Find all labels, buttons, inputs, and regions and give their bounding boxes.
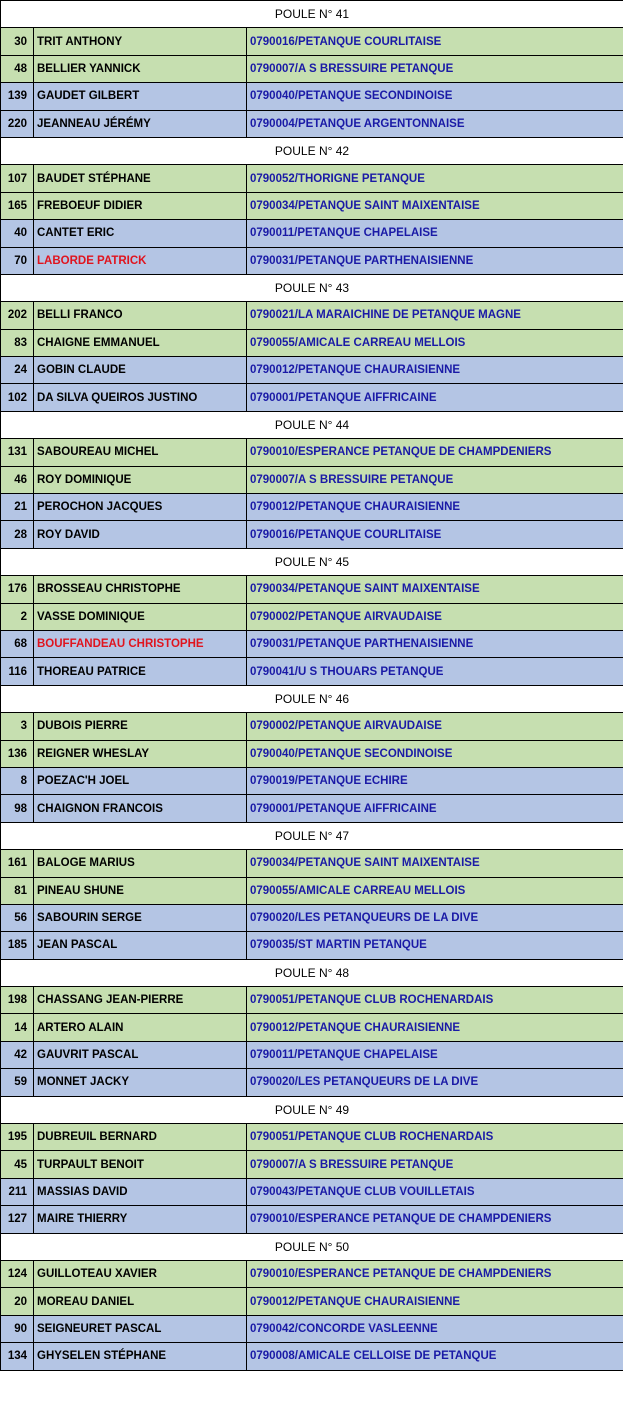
player-name: BALOGE MARIUS: [34, 850, 247, 877]
poule-title: POULE N° 45: [1, 548, 623, 575]
poule-title: POULE N° 48: [1, 959, 623, 986]
poule-title: POULE N° 44: [1, 411, 623, 438]
player-name: GAUVRIT PASCAL: [34, 1041, 247, 1068]
player-name: GHYSELEN STÉPHANE: [34, 1343, 247, 1370]
player-name: GOBIN CLAUDE: [34, 357, 247, 384]
player-club: 0790010/ESPERANCE PETANQUE DE CHAMPDENIERS: [247, 439, 623, 466]
player-number: 56: [1, 904, 34, 931]
player-name: SABOURIN SERGE: [34, 904, 247, 931]
player-row: [1, 329, 623, 356]
player-club: 0790040/PETANQUE SECONDINOISE: [247, 740, 623, 767]
player-club: 0790055/AMICALE CARREAU MELLOIS: [247, 877, 623, 904]
player-club: 0790035/ST MARTIN PETANQUE: [247, 932, 623, 959]
player-row: [1, 302, 623, 329]
player-number: 46: [1, 466, 34, 493]
player-number: 8: [1, 767, 34, 794]
player-club: 0790020/LES PETANQUEURS DE LA DIVE: [247, 1069, 623, 1096]
player-club: 0790016/PETANQUE COURLITAISE: [247, 28, 623, 55]
player-name: DA SILVA QUEIROS JUSTINO: [34, 384, 247, 411]
player-name: BELLIER YANNICK: [34, 55, 247, 82]
player-row: [1, 1260, 623, 1287]
player-number: 81: [1, 877, 34, 904]
player-row: [1, 1041, 623, 1068]
player-club: 0790002/PETANQUE AIRVAUDAISE: [247, 603, 623, 630]
player-row: [1, 247, 623, 274]
player-name: MOREAU DANIEL: [34, 1288, 247, 1315]
player-number: 134: [1, 1343, 34, 1370]
player-number: 98: [1, 795, 34, 822]
player-number: 165: [1, 192, 34, 219]
player-row: [1, 494, 623, 521]
player-name: TRIT ANTHONY: [34, 28, 247, 55]
player-name: REIGNER WHESLAY: [34, 740, 247, 767]
player-row: [1, 1069, 623, 1096]
player-club: 0790055/AMICALE CARREAU MELLOIS: [247, 329, 623, 356]
player-row: [1, 466, 623, 493]
player-name: CHASSANG JEAN-PIERRE: [34, 987, 247, 1014]
poule-header-row: [1, 1233, 623, 1260]
player-row: [1, 220, 623, 247]
poule-table-body: [1, 1, 623, 1371]
poule-header-row: [1, 959, 623, 986]
player-number: 70: [1, 247, 34, 274]
player-row: [1, 83, 623, 110]
player-row: [1, 1014, 623, 1041]
player-number: 220: [1, 110, 34, 137]
poule-header-row: [1, 685, 623, 712]
player-name: SABOUREAU MICHEL: [34, 439, 247, 466]
player-club: 0790002/PETANQUE AIRVAUDAISE: [247, 713, 623, 740]
poule-header-row: [1, 548, 623, 575]
player-name: BROSSEAU CHRISTOPHE: [34, 576, 247, 603]
poule-title: POULE N° 43: [1, 274, 623, 301]
player-row: [1, 28, 623, 55]
player-number: 107: [1, 165, 34, 192]
player-club: 0790020/LES PETANQUEURS DE LA DIVE: [247, 904, 623, 931]
player-row: [1, 1343, 623, 1370]
poule-header-row: [1, 411, 623, 438]
player-name: THOREAU PATRICE: [34, 658, 247, 685]
player-name: DUBREUIL BERNARD: [34, 1124, 247, 1151]
player-name: GUILLOTEAU XAVIER: [34, 1260, 247, 1287]
player-club: 0790007/A S BRESSUIRE PETANQUE: [247, 1151, 623, 1178]
player-name: JEANNEAU JÉRÉMY: [34, 110, 247, 137]
player-club: 0790031/PETANQUE PARTHENAISIENNE: [247, 630, 623, 657]
player-club: 0790051/PETANQUE CLUB ROCHENARDAIS: [247, 1124, 623, 1151]
player-name: POEZAC'H JOEL: [34, 767, 247, 794]
player-club: 0790034/PETANQUE SAINT MAIXENTAISE: [247, 576, 623, 603]
player-row: [1, 1315, 623, 1342]
player-row: [1, 165, 623, 192]
poule-title: POULE N° 41: [1, 1, 623, 28]
player-club: 0790012/PETANQUE CHAURAISIENNE: [247, 1014, 623, 1041]
player-number: 83: [1, 329, 34, 356]
player-club: 0790010/ESPERANCE PETANQUE DE CHAMPDENIERS: [247, 1206, 623, 1233]
player-name: FREBOEUF DIDIER: [34, 192, 247, 219]
player-row: [1, 877, 623, 904]
player-club: 0790008/AMICALE CELLOISE DE PETANQUE: [247, 1343, 623, 1370]
poule-header-row: [1, 822, 623, 849]
player-number: 28: [1, 521, 34, 548]
player-number: 59: [1, 1069, 34, 1096]
poule-title: POULE N° 50: [1, 1233, 623, 1260]
player-number: 198: [1, 987, 34, 1014]
player-club: 0790007/A S BRESSUIRE PETANQUE: [247, 466, 623, 493]
poule-title: POULE N° 49: [1, 1096, 623, 1123]
player-number: 176: [1, 576, 34, 603]
poule-header-row: [1, 137, 623, 164]
player-club: 0790010/ESPERANCE PETANQUE DE CHAMPDENIERS: [247, 1260, 623, 1287]
player-name: CHAIGNE EMMANUEL: [34, 329, 247, 356]
player-name: GAUDET GILBERT: [34, 83, 247, 110]
player-club: 0790019/PETANQUE ECHIRE: [247, 767, 623, 794]
player-row: [1, 904, 623, 931]
poule-title: POULE N° 47: [1, 822, 623, 849]
player-row: [1, 740, 623, 767]
player-number: 20: [1, 1288, 34, 1315]
player-row: [1, 1288, 623, 1315]
player-club: 0790007/A S BRESSUIRE PETANQUE: [247, 55, 623, 82]
player-row: [1, 439, 623, 466]
player-club: 0790012/PETANQUE CHAURAISIENNE: [247, 357, 623, 384]
player-number: 202: [1, 302, 34, 329]
player-name: DUBOIS PIERRE: [34, 713, 247, 740]
player-name: MAIRE THIERRY: [34, 1206, 247, 1233]
player-row: [1, 932, 623, 959]
player-club: 0790034/PETANQUE SAINT MAIXENTAISE: [247, 192, 623, 219]
player-club: 0790004/PETANQUE ARGENTONNAISE: [247, 110, 623, 137]
player-number: 102: [1, 384, 34, 411]
player-row: [1, 1124, 623, 1151]
player-club: 0790012/PETANQUE CHAURAISIENNE: [247, 494, 623, 521]
player-club: 0790052/THORIGNE PETANQUE: [247, 165, 623, 192]
player-club: 0790016/PETANQUE COURLITAISE: [247, 521, 623, 548]
player-name: VASSE DOMINIQUE: [34, 603, 247, 630]
player-name: LABORDE PATRICK: [34, 247, 247, 274]
player-club: 0790042/CONCORDE VASLEENNE: [247, 1315, 623, 1342]
player-club: 0790011/PETANQUE CHAPELAISE: [247, 1041, 623, 1068]
player-club: 0790043/PETANQUE CLUB VOUILLETAIS: [247, 1178, 623, 1205]
player-number: 45: [1, 1151, 34, 1178]
player-number: 211: [1, 1178, 34, 1205]
player-row: [1, 987, 623, 1014]
player-number: 3: [1, 713, 34, 740]
player-number: 161: [1, 850, 34, 877]
player-number: 2: [1, 603, 34, 630]
player-name: JEAN PASCAL: [34, 932, 247, 959]
player-name: SEIGNEURET PASCAL: [34, 1315, 247, 1342]
player-row: [1, 55, 623, 82]
player-number: 14: [1, 1014, 34, 1041]
player-name: MONNET JACKY: [34, 1069, 247, 1096]
player-club: 0790021/LA MARAICHINE DE PETANQUE MAGNE: [247, 302, 623, 329]
player-number: 48: [1, 55, 34, 82]
player-club: 0790051/PETANQUE CLUB ROCHENARDAIS: [247, 987, 623, 1014]
player-name: CHAIGNON FRANCOIS: [34, 795, 247, 822]
player-row: [1, 521, 623, 548]
player-row: [1, 603, 623, 630]
player-name: BOUFFANDEAU CHRISTOPHE: [34, 630, 247, 657]
player-club: 0790034/PETANQUE SAINT MAIXENTAISE: [247, 850, 623, 877]
player-row: [1, 576, 623, 603]
player-name: PEROCHON JACQUES: [34, 494, 247, 521]
player-row: [1, 658, 623, 685]
player-row: [1, 110, 623, 137]
player-number: 40: [1, 220, 34, 247]
player-number: 136: [1, 740, 34, 767]
player-row: [1, 192, 623, 219]
player-row: [1, 850, 623, 877]
player-club: 0790011/PETANQUE CHAPELAISE: [247, 220, 623, 247]
player-row: [1, 630, 623, 657]
player-name: ARTERO ALAIN: [34, 1014, 247, 1041]
player-number: 116: [1, 658, 34, 685]
player-row: [1, 1151, 623, 1178]
poule-header-row: [1, 274, 623, 301]
player-name: CANTET ERIC: [34, 220, 247, 247]
player-row: [1, 1206, 623, 1233]
player-row: [1, 1178, 623, 1205]
player-row: [1, 384, 623, 411]
player-name: TURPAULT BENOIT: [34, 1151, 247, 1178]
player-name: PINEAU SHUNE: [34, 877, 247, 904]
player-row: [1, 713, 623, 740]
player-number: 24: [1, 357, 34, 384]
player-number: 124: [1, 1260, 34, 1287]
player-name: MASSIAS DAVID: [34, 1178, 247, 1205]
player-number: 195: [1, 1124, 34, 1151]
player-number: 30: [1, 28, 34, 55]
player-name: ROY DAVID: [34, 521, 247, 548]
player-number: 21: [1, 494, 34, 521]
player-club: 0790041/U S THOUARS PETANQUE: [247, 658, 623, 685]
player-name: BAUDET STÉPHANE: [34, 165, 247, 192]
player-club: 0790040/PETANQUE SECONDINOISE: [247, 83, 623, 110]
player-club: 0790001/PETANQUE AIFFRICAINE: [247, 384, 623, 411]
player-row: [1, 357, 623, 384]
player-club: 0790001/PETANQUE AIFFRICAINE: [247, 795, 623, 822]
player-number: 131: [1, 439, 34, 466]
player-number: 139: [1, 83, 34, 110]
poule-title: POULE N° 46: [1, 685, 623, 712]
player-row: [1, 795, 623, 822]
player-number: 185: [1, 932, 34, 959]
player-name: BELLI FRANCO: [34, 302, 247, 329]
player-club: 0790012/PETANQUE CHAURAISIENNE: [247, 1288, 623, 1315]
player-number: 68: [1, 630, 34, 657]
player-number: 127: [1, 1206, 34, 1233]
poule-header-row: [1, 1, 623, 28]
player-number: 90: [1, 1315, 34, 1342]
poule-header-row: [1, 1096, 623, 1123]
player-number: 42: [1, 1041, 34, 1068]
player-name: ROY DOMINIQUE: [34, 466, 247, 493]
player-row: [1, 767, 623, 794]
poule-title: POULE N° 42: [1, 137, 623, 164]
player-club: 0790031/PETANQUE PARTHENAISIENNE: [247, 247, 623, 274]
